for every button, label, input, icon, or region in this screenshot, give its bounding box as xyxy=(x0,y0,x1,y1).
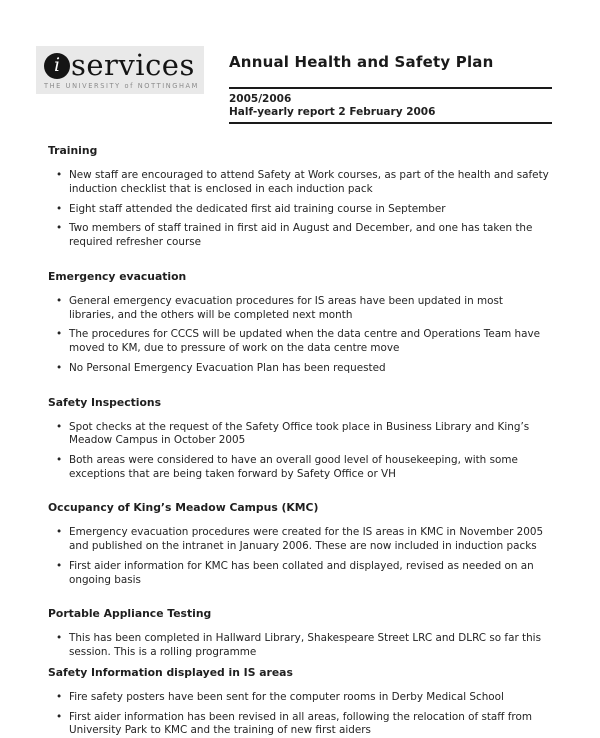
section-heading: Safety Inspections xyxy=(48,395,162,409)
bullet-list xyxy=(48,691,552,738)
section-heading: Safety Information displayed in IS areas xyxy=(48,665,293,679)
logo-brand-text: services xyxy=(71,48,195,82)
document-header xyxy=(44,46,552,124)
bullet-icon: • xyxy=(56,559,63,572)
bullet-item xyxy=(48,169,552,196)
bullet-icon: • xyxy=(56,361,63,374)
page-title: Annual Health and Safety Plan xyxy=(229,53,494,71)
section-training xyxy=(48,144,552,250)
bullet-text: Spot checks at the request of the Safety Office took place in Business Library and King’s Meadow Campus in October 2005 xyxy=(69,420,530,447)
bullet-text: This has been completed in Hallward Library, Shakespeare Street LRC and DLRC so far this session. This is a rolling programme xyxy=(69,632,541,659)
bullet-item xyxy=(48,295,552,322)
bullet-icon: • xyxy=(56,420,63,433)
section-emergency-evacuation xyxy=(48,270,552,376)
bullet-list xyxy=(48,526,552,587)
bullet-text: Eight staff attended the dedicated first aid training course in September xyxy=(69,202,446,215)
bullet-item xyxy=(48,632,552,659)
bullet-list xyxy=(48,421,552,482)
bullet-icon: • xyxy=(56,202,63,215)
section-heading: Training xyxy=(48,144,98,158)
bullet-text: New staff are encouraged to attend Safety at Work courses, as part of the health and safety induction checklist that is enclosed in each induction pack xyxy=(69,169,549,195)
bullet-icon: • xyxy=(56,526,63,539)
section-occupancy-kmc xyxy=(48,501,552,587)
bullet-item xyxy=(48,560,552,587)
report-subtitle: Half-yearly report 2 February 2006 xyxy=(229,105,436,118)
logo-wordmark xyxy=(44,48,196,82)
document-body xyxy=(48,144,552,738)
bullet-text: First aider information has been revised in all areas, following the relocation of staff from University Park to KMC and the training of new first aiders xyxy=(69,710,532,737)
section-heading: Emergency evacuation xyxy=(48,269,187,283)
bullet-text: The procedures for CCCS will be updated when the data centre and Operations Team have moved to KM, due to pressure of work on the data centre move xyxy=(69,328,541,355)
bullet-text: First aider information for KMC has been collated and displayed, revised as needed on an ongoing basis xyxy=(69,559,534,586)
bullet-item xyxy=(48,362,552,376)
info-circle-icon: i xyxy=(44,53,70,79)
bullet-item xyxy=(48,526,552,553)
bullet-icon: • xyxy=(56,294,63,307)
bullet-icon: • xyxy=(56,169,63,182)
bullet-list xyxy=(48,632,552,659)
bullet-icon: • xyxy=(56,690,63,703)
bullet-icon: • xyxy=(56,328,63,341)
bullet-item xyxy=(48,454,552,481)
bullet-item xyxy=(48,328,552,355)
horizontal-rule-top xyxy=(229,87,552,89)
bullet-text: Emergency evacuation procedures were created for the IS areas in KMC in November 2005 and published on the intranet in January 2006. These are now included in induction packs xyxy=(69,526,544,553)
bullet-icon: • xyxy=(56,632,63,645)
bullet-text: Two members of staff trained in first aid in August and December, and one has taken the required refresher course xyxy=(69,222,533,249)
section-portable-appliance-testing xyxy=(48,607,552,659)
bullet-item xyxy=(48,421,552,448)
section-safety-inspections xyxy=(48,396,552,482)
header-title-block xyxy=(229,46,552,124)
bullet-text: No Personal Emergency Evacuation Plan has been requested xyxy=(69,361,386,374)
section-heading: Portable Appliance Testing xyxy=(48,607,212,621)
bullet-icon: • xyxy=(56,710,63,723)
bullet-list xyxy=(48,295,552,376)
section-safety-information xyxy=(48,666,552,738)
bullet-item xyxy=(48,691,552,705)
bullet-text: General emergency evacuation procedures for IS areas have been updated in most libraries, and the others will be completed next month xyxy=(69,294,503,321)
bullet-text: Fire safety posters have been sent for the computer rooms in Derby Medical School xyxy=(69,690,504,703)
bullet-item xyxy=(48,222,552,249)
bullet-item xyxy=(48,711,552,738)
logo-tagline: THE UNIVERSITY of NOTTINGHAM xyxy=(44,82,199,90)
bullet-text: Both areas were considered to have an overall good level of housekeeping, with some exceptions that are being taken forward by Safety Office or VH xyxy=(69,454,518,480)
section-heading: Occupancy of King’s Meadow Campus (KMC) xyxy=(48,501,319,515)
horizontal-rule-bottom xyxy=(229,122,552,124)
bullet-item xyxy=(48,203,552,217)
report-year: 2005/2006 xyxy=(229,93,292,105)
bullet-icon: • xyxy=(56,222,63,235)
bullet-icon: • xyxy=(56,454,63,466)
logo xyxy=(36,46,204,94)
bullet-list xyxy=(48,169,552,250)
